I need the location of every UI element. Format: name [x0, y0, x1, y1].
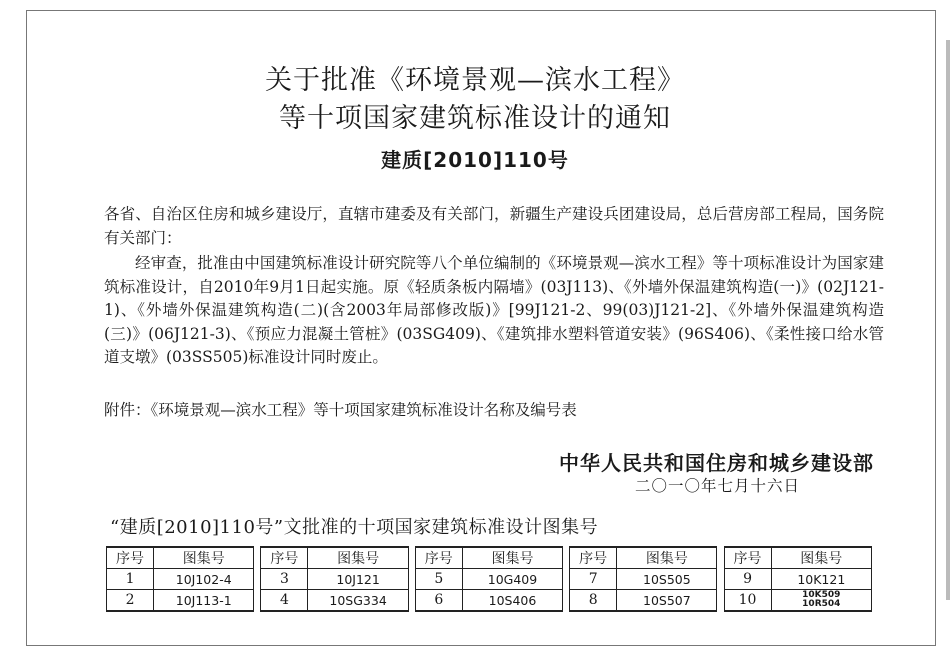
row-num: 4	[261, 590, 308, 612]
notice-title-line-1: 关于批准《环境景观—滨水工程》	[265, 65, 685, 96]
header-code: 图集号	[771, 547, 871, 569]
table-header-row	[107, 547, 872, 569]
atlas-code-stacked	[771, 590, 871, 612]
row-num: 3	[261, 569, 308, 590]
atlas-code-bottom: 10R504	[802, 599, 841, 609]
document-number: 建质[2010]110号	[381, 148, 569, 172]
column-gap	[408, 590, 415, 612]
column-gap	[254, 569, 261, 590]
header-num: 序号	[261, 547, 308, 569]
atlas-code: 10G409	[462, 569, 562, 590]
attachment-line: 附件：《环境景观—滨水工程》等十项国家建筑标准设计名称及编号表	[104, 401, 577, 419]
column-gap	[408, 569, 415, 590]
atlas-code: 10S507	[617, 590, 717, 612]
row-num: 6	[415, 590, 462, 612]
column-gap	[563, 590, 570, 612]
header-num: 序号	[415, 547, 462, 569]
header-code: 图集号	[462, 547, 562, 569]
table-row	[107, 569, 872, 590]
atlas-code: 10K121	[771, 569, 871, 590]
column-gap	[717, 590, 724, 612]
atlas-code: 10S505	[617, 569, 717, 590]
header-num: 序号	[107, 547, 154, 569]
row-num: 5	[415, 569, 462, 590]
column-gap	[563, 569, 570, 590]
header-code: 图集号	[154, 547, 254, 569]
column-gap	[717, 569, 724, 590]
row-num: 9	[724, 569, 771, 590]
column-gap	[254, 547, 261, 569]
notice-title-line-2: 等十项国家建筑标准设计的通知	[279, 103, 671, 134]
table-caption: “建质[2010]110号”文批准的十项国家建筑标准设计图集号	[110, 517, 599, 538]
row-num: 2	[107, 590, 154, 612]
row-num: 1	[107, 569, 154, 590]
header-num: 序号	[570, 547, 617, 569]
atlas-code-top: 10K509	[802, 590, 841, 600]
column-gap	[563, 547, 570, 569]
row-num: 8	[570, 590, 617, 612]
column-gap	[408, 547, 415, 569]
atlas-code: 10J113-1	[154, 590, 254, 612]
body-paragraph: 经审查，批准由中国建筑标准设计研究院等八个单位编制的《环境景观—滨水工程》等十项标准设计为国家建筑标准设计，自2010年9月1日起实施。原《轻质条板内隔墙》(03J113)、《外墙外保温建筑构造(一)》(02J121-1)、《外墙外保温建筑构造(二)(含2003年局部修改版)》[99J121-2、99(03)J121-2]、《外墙外保温建筑构造(三)》(06J121-3)、《预应力混凝土管桩》(03SG409)、《建筑排水塑料管道安装》(96S406)、《柔性接口给水管道支墩》(03SS505)标准设计同时废止。	[104, 254, 884, 366]
atlas-code: 10J121	[308, 569, 408, 590]
row-num: 7	[570, 569, 617, 590]
row-num: 10	[724, 590, 771, 612]
header-num: 序号	[724, 547, 771, 569]
column-gap	[717, 547, 724, 569]
atlas-code: 10S406	[462, 590, 562, 612]
atlas-number-table	[106, 546, 872, 612]
header-code: 图集号	[308, 547, 408, 569]
table-row	[107, 590, 872, 612]
atlas-code: 10J102-4	[154, 569, 254, 590]
addressees: 各省、自治区住房和城乡建设厅，直辖市建委及有关部门，新疆生产建设兵团建设局，总后营房部工程局，国务院有关部门：	[104, 205, 884, 247]
issuer-signature: 中华人民共和国住房和城乡建设部	[559, 451, 874, 475]
header-code: 图集号	[617, 547, 717, 569]
atlas-code: 10SG334	[308, 590, 408, 612]
column-gap	[254, 590, 261, 612]
issue-date: 二〇一〇年七月十六日	[634, 477, 800, 495]
